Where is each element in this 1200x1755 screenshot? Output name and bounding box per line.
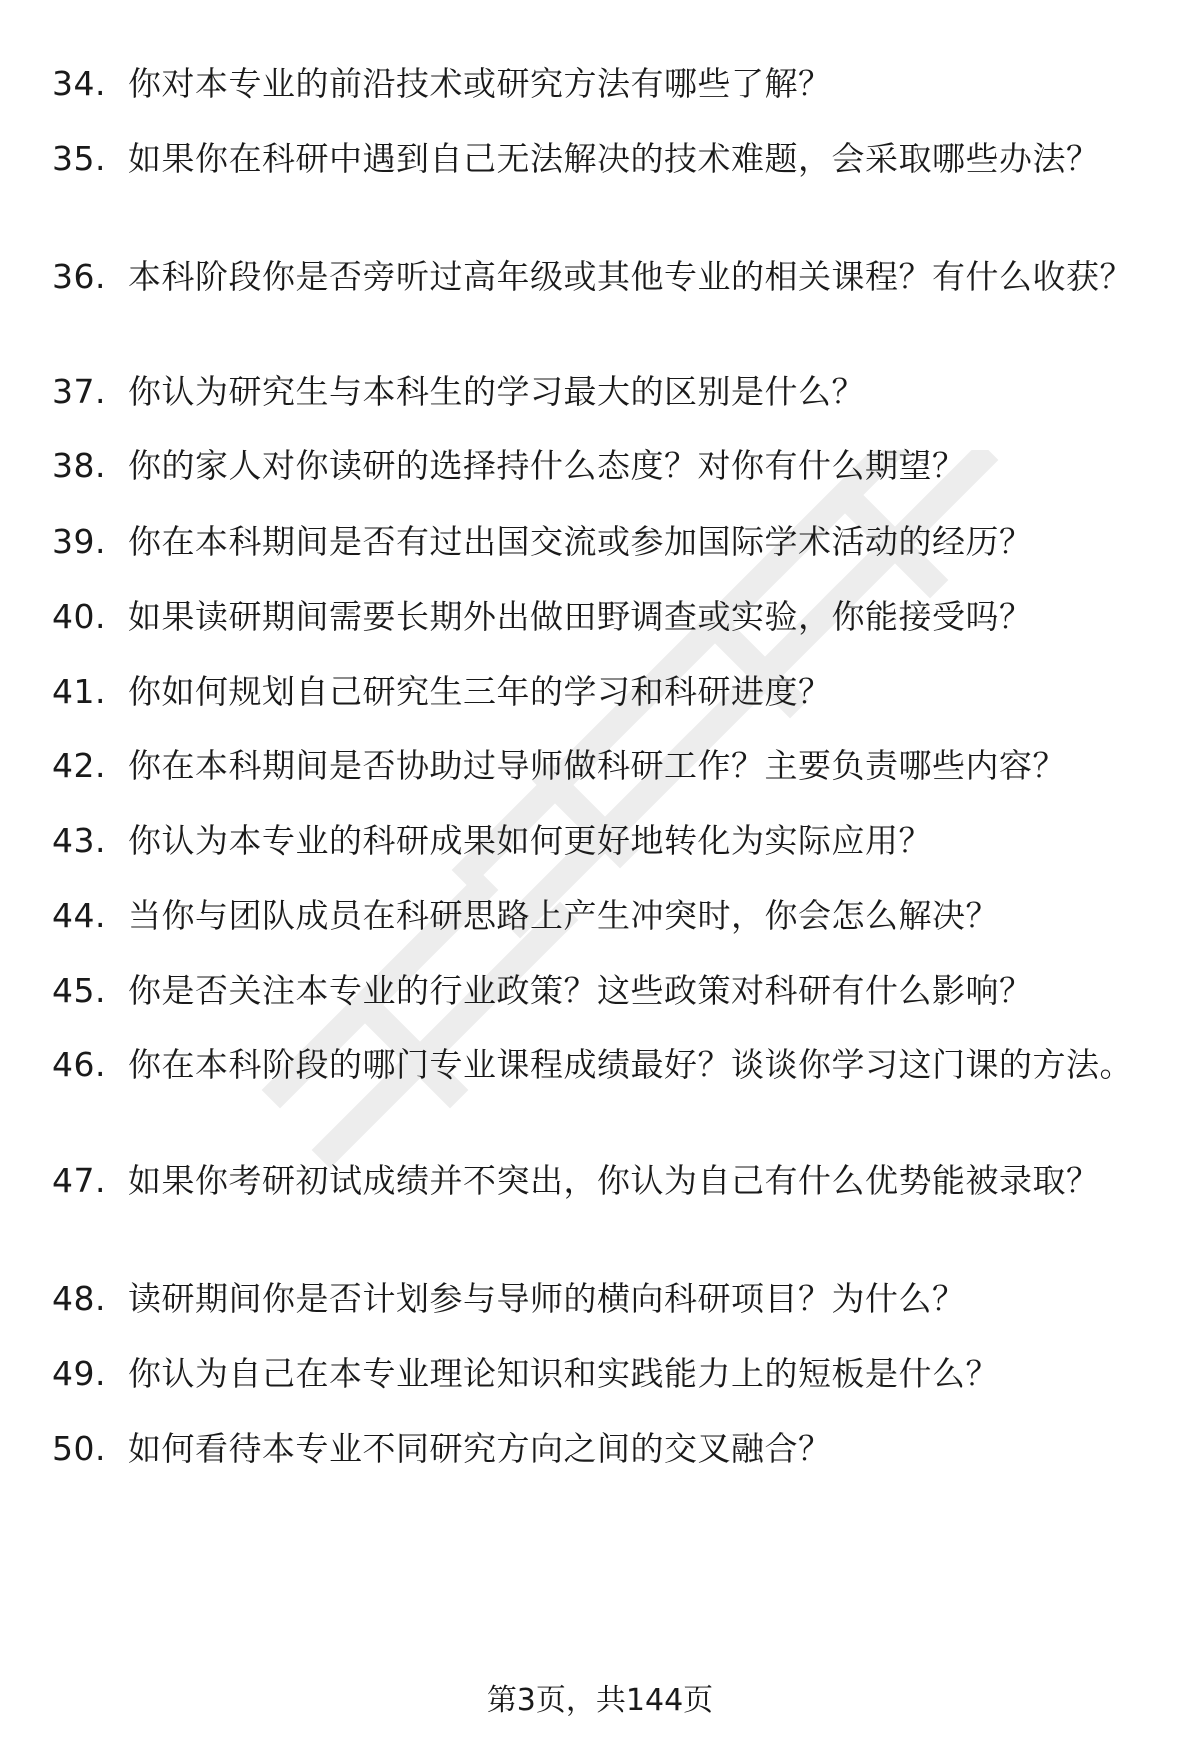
question-number: 38. (52, 446, 106, 485)
question-text: 你的家人对你读研的选择持什么态度？对你有什么期望？ (128, 446, 966, 485)
question-number: 35. (52, 139, 106, 178)
question-number: 42. (52, 746, 106, 785)
question-text: 你对本专业的前沿技术或研究方法有哪些了解？ (128, 64, 832, 103)
question-text: 你认为研究生与本科生的学习最大的区别是什么？ (128, 372, 865, 411)
question-number: 49. (52, 1354, 106, 1393)
question-number: 48. (52, 1279, 106, 1318)
question-number: 39. (52, 522, 106, 561)
question-text: 如果读研期间需要长期外出做田野调查或实验，你能接受吗？ (128, 597, 1033, 636)
page-footer: 第3页，共144页 (486, 1683, 714, 1718)
question-number: 36. (52, 257, 106, 296)
question-text: 如果你在科研中遇到自己无法解决的技术难题，会采取哪些办法？ (128, 139, 1100, 178)
question-text: 你在本科期间是否有过出国交流或参加国际学术活动的经历？ (128, 522, 1033, 561)
question-number: 50. (52, 1429, 106, 1468)
question-text: 如果你考研初试成绩并不突出，你认为自己有什么优势能被录取？ (128, 1161, 1100, 1200)
question-text: 当你与团队成员在科研思路上产生冲突时，你会怎么解决？ (128, 896, 999, 935)
question-number: 43. (52, 821, 106, 860)
question-text: 你是否关注本专业的行业政策？这些政策对科研有什么影响？ (128, 971, 1033, 1010)
question-text: 你如何规划自己研究生三年的学习和科研进度？ (128, 672, 832, 711)
question-number: 46. (52, 1045, 106, 1084)
question-number: 47. (52, 1161, 106, 1200)
question-text: 如何看待本专业不同研究方向之间的交叉融合？ (128, 1429, 832, 1468)
question-text: 你在本科阶段的哪门专业课程成绩最好？谈谈你学习这门课的方法。 (128, 1045, 1133, 1084)
question-number: 34. (52, 64, 106, 103)
question-text: 本科阶段你是否旁听过高年级或其他专业的相关课程？有什么收获？ (128, 257, 1133, 296)
question-text: 你认为本专业的科研成果如何更好地转化为实际应用？ (128, 821, 932, 860)
question-number: 40. (52, 597, 106, 636)
question-number: 37. (52, 372, 106, 411)
question-text: 读研期间你是否计划参与导师的横向科研项目？为什么？ (128, 1279, 966, 1318)
question-number: 44. (52, 896, 106, 935)
question-text: 你认为自己在本专业理论知识和实践能力上的短板是什么？ (128, 1354, 999, 1393)
question-number: 45. (52, 971, 106, 1010)
question-text: 你在本科期间是否协助过导师做科研工作？主要负责哪些内容？ (128, 746, 1066, 785)
question-number: 41. (52, 672, 106, 711)
